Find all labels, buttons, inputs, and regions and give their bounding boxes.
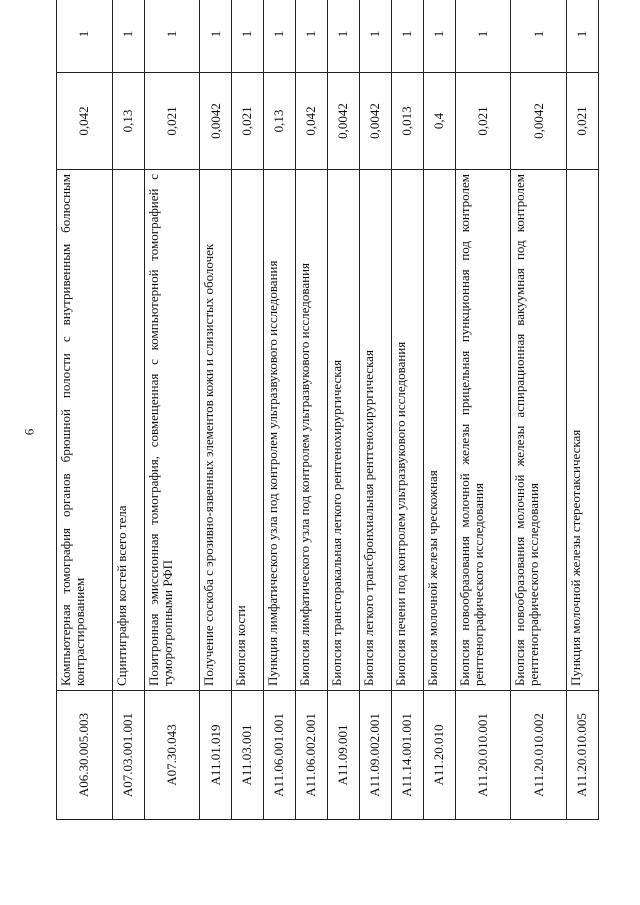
multiplicity-value: 1 [232,0,264,73]
frequency-value: 0,13 [263,73,295,170]
frequency-value: 0,13 [112,73,144,170]
table-row [327,0,359,820]
frequency-value: 0,021 [455,73,511,170]
service-code: A11.09.001 [327,691,359,820]
service-code: A11.20.010.002 [511,691,567,820]
frequency-value: 0,021 [232,73,264,170]
frequency-value: 0,042 [295,73,327,170]
service-name: Сцинтиграфия костей всего тела [112,170,144,691]
service-name: Биопсия новообразования молочной железы прицельная пункционная под контролем рентгенографического исследования [455,170,511,691]
service-code: A11.14.001.001 [391,691,423,820]
service-name: Биопсия трансторакальная легкого рентгенохирургическая [327,170,359,691]
service-name: Биопсия легкого трансбронхиальная рентгенохирургическая [359,170,391,691]
table-row [232,0,264,820]
frequency-value: 0,021 [144,73,200,170]
service-code: A11.06.001.001 [263,691,295,820]
table-row [511,0,567,820]
table-row [359,0,391,820]
service-code: A11.01.019 [200,691,232,820]
table-row [200,0,232,820]
service-code: A07.30.043 [144,691,200,820]
table-row [566,0,598,820]
frequency-value: 0,0042 [359,73,391,170]
service-code: A06.30.005.003 [57,691,113,820]
service-code: A11.20.010.001 [455,691,511,820]
service-name: Биопсия новообразования молочной железы аспирационная вакуумная под контролем рентгенографического исследования [511,170,567,691]
table-row [455,0,511,820]
frequency-value: 0,0042 [327,73,359,170]
service-code: A11.20.010 [423,691,455,820]
table-row [263,0,295,820]
service-code: A11.09.002.001 [359,691,391,820]
table-row [391,0,423,820]
frequency-value: 0,0042 [200,73,232,170]
page-number: 6 [21,428,37,436]
service-name: Пункция молочной железы стереотаксическая [566,170,598,691]
multiplicity-value: 1 [327,0,359,73]
service-name: Позитронная эмиссионная томография, совмещенная с компьютерной томографией с туморотропными РФП [144,170,200,691]
multiplicity-value: 1 [57,0,113,73]
service-name: Биопсия кости [232,170,264,691]
service-code: A07.03.001.001 [112,691,144,820]
services-table-wrapper [56,32,599,820]
multiplicity-value: 1 [455,0,511,73]
frequency-value: 0,4 [423,73,455,170]
service-name: Компьютерная томография органов брюшной полости с внутривенным болюсным контрастированием [57,170,113,691]
service-name: Пункция лимфатического узла под контролем ультразвукового исследования [263,170,295,691]
table-row [295,0,327,820]
multiplicity-value: 1 [359,0,391,73]
service-name: Биопсия печени под контролем ультразвукового исследования [391,170,423,691]
table-row [112,0,144,820]
table-row [57,0,113,820]
multiplicity-value: 1 [423,0,455,73]
multiplicity-value: 1 [391,0,423,73]
frequency-value: 0,042 [57,73,113,170]
table-row [144,0,200,820]
multiplicity-value: 1 [511,0,567,73]
service-code: A11.20.010.005 [566,691,598,820]
services-table [56,0,599,820]
multiplicity-value: 1 [200,0,232,73]
service-name: Получение соскоба с эрозивно-язвенных элементов кожи и слизистых оболочек [200,170,232,691]
frequency-value: 0,0042 [511,73,567,170]
multiplicity-value: 1 [263,0,295,73]
multiplicity-value: 1 [144,0,200,73]
service-code: A11.06.002.001 [295,691,327,820]
multiplicity-value: 1 [112,0,144,73]
service-code: A11.03.001 [232,691,264,820]
frequency-value: 0,021 [566,73,598,170]
multiplicity-value: 1 [295,0,327,73]
service-name: Биопсия лимфатического узла под контролем ультразвукового исследования [295,170,327,691]
frequency-value: 0,013 [391,73,423,170]
multiplicity-value: 1 [566,0,598,73]
table-row [423,0,455,820]
service-name: Биопсия молочной железы чрескожная [423,170,455,691]
